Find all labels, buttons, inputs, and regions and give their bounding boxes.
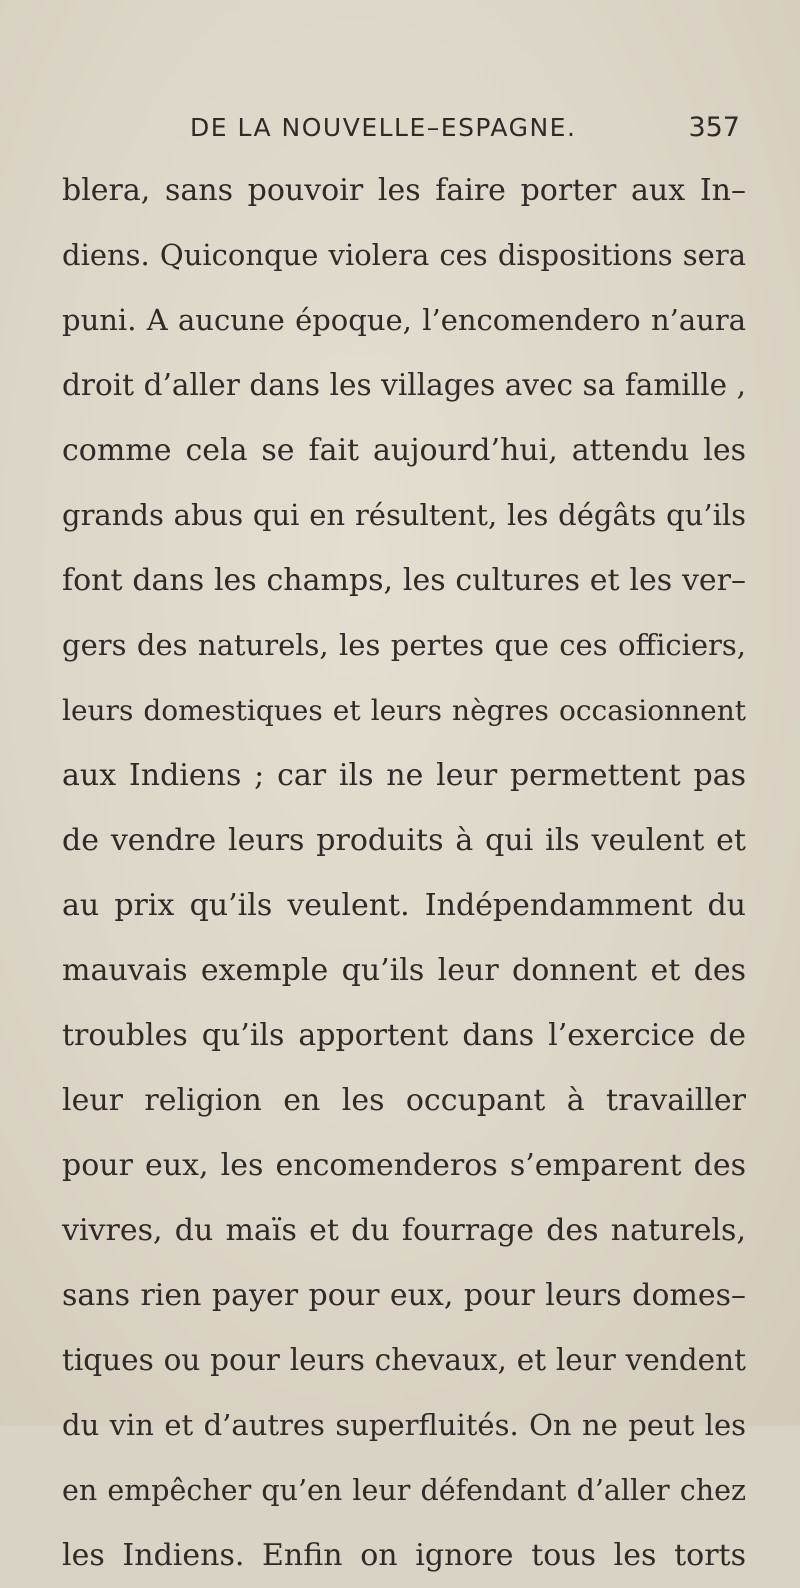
text-line: puni. A aucune époque, l’encomendero n’aura	[62, 303, 746, 337]
text-line: tiques ou pour leurs chevaux, et leur vendent	[62, 1343, 746, 1377]
page-header	[0, 108, 800, 148]
text-line: droit d’aller dans les villages avec sa famille ,	[62, 368, 746, 402]
text-line: au prix qu’ils veulent. Indépendamment du	[62, 888, 746, 923]
text-line: leur religion en les occupant à travailler	[62, 1083, 746, 1118]
text-line: gers des naturels, les pertes que ces officiers,	[62, 628, 746, 662]
text-line: mauvais exemple qu’ils leur donnent et des	[62, 953, 746, 988]
text-line: vivres, du maïs et du fourrage des naturels,	[62, 1213, 746, 1248]
text-line: en empêcher qu’en leur défendant d’aller chez	[62, 1474, 746, 1507]
text-line: du vin et d’autres superfluités. On ne peut les	[62, 1408, 746, 1442]
text-line: grands abus qui en résultent, les dégâts qu’ils	[62, 498, 746, 532]
page-number: 357	[688, 112, 740, 143]
text-line: de vendre leurs produits à qui ils veulent et	[62, 823, 746, 858]
text-line: sans rien payer pour eux, pour leurs domes–	[62, 1278, 746, 1313]
text-line: leurs domestiques et leurs nègres occasionnent	[62, 694, 746, 727]
text-line: comme cela se fait aujourd’hui, attendu les	[62, 433, 746, 468]
text-line: pour eux, les encomenderos s’emparent des	[62, 1148, 746, 1183]
text-line: les Indiens. Enfin on ignore tous les torts	[62, 1538, 746, 1573]
text-line: troubles qu’ils apportent dans l’exercice de	[62, 1018, 746, 1053]
text-line: font dans les champs, les cultures et les ver–	[62, 563, 746, 598]
body-text	[62, 158, 746, 1588]
running-head: DE LA NOUVELLE–ESPAGNE.	[190, 113, 577, 142]
text-line: blera, sans pouvoir les faire porter aux In–	[62, 173, 746, 208]
text-line: diens. Quiconque violera ces dispositions sera	[62, 238, 746, 272]
text-line: aux Indiens ; car ils ne leur permettent pas	[62, 758, 746, 793]
